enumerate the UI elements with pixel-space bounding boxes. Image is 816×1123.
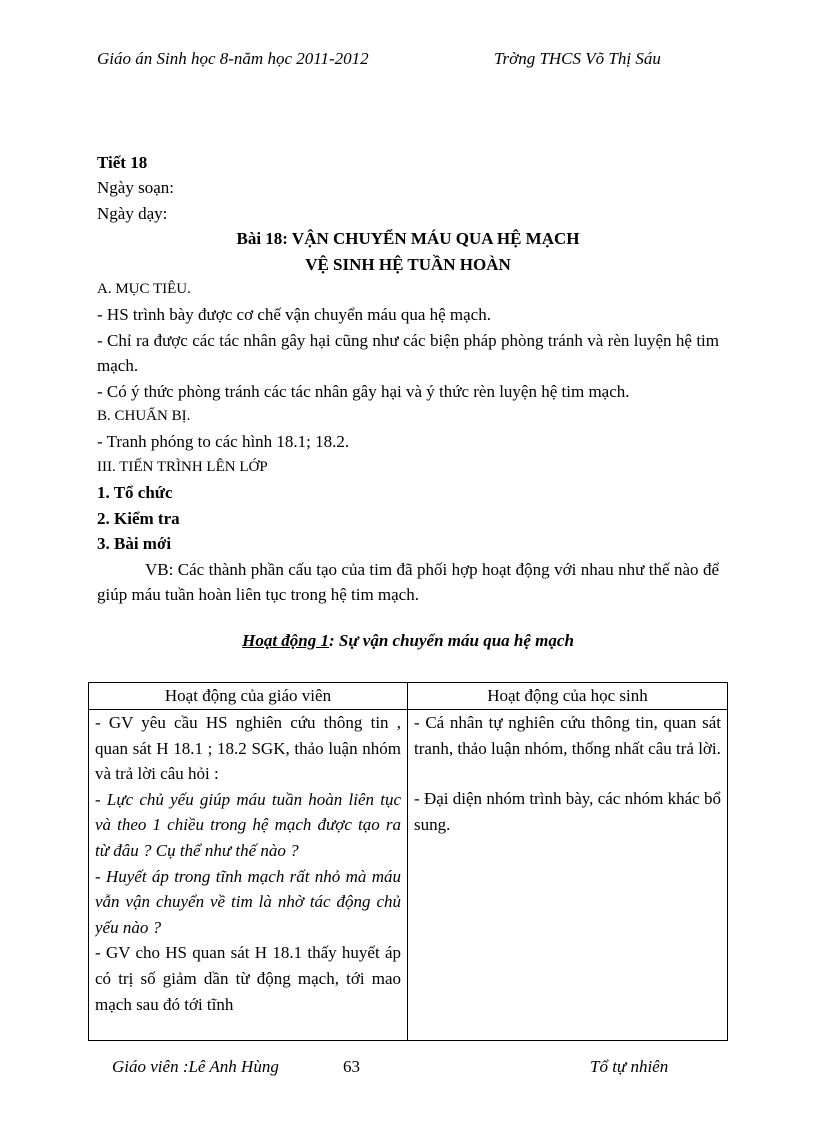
- table-header-row: [89, 683, 728, 710]
- header-right: Trờng THCS Võ Thị Sáu: [494, 49, 661, 68]
- lesson-title-line2: VỆ SINH HỆ TUẦN HOÀN: [305, 254, 511, 274]
- student-activity-2: - Đại diện nhóm trình bày, các nhóm khác bổ sung.: [414, 789, 721, 834]
- step-check: 2. Kiểm tra: [97, 508, 180, 528]
- objective-3: - Có ý thức phòng tránh các tác nhân gây hại và ý thức rèn luyện hệ tim mạch.: [97, 381, 630, 401]
- activity-label: Hoạt động 1: [242, 631, 329, 650]
- header-left: Giáo án Sinh học 8-năm học 2011-2012: [97, 49, 369, 68]
- step-new-lesson: 3. Bài mới: [97, 534, 172, 554]
- footer-teacher: Giáo viên :Lê Anh Hùng: [112, 1057, 279, 1076]
- prep-date: Ngày soạn:: [97, 178, 174, 198]
- student-cell: [408, 710, 728, 1041]
- lesson-period: Tiết 18: [97, 153, 148, 172]
- footer-group: Tổ tự nhiên: [590, 1057, 669, 1076]
- page-number: 63: [343, 1057, 360, 1076]
- table-row: [89, 710, 728, 1041]
- step-organize: 1. Tổ chức: [97, 483, 173, 503]
- teacher-question-2: - Huyết áp trong tĩnh mạch rất nhỏ mà máu vẫn vận chuyển về tim là nhờ tác động chủ yếu nào ?: [95, 866, 401, 937]
- student-activity-1: - Cá nhân tự nghiên cứu thông tin, quan sát tranh, thảo luận nhóm, thống nhất câu trả lời.: [414, 713, 721, 758]
- col-student-header: Hoạt động của học sinh: [408, 683, 728, 710]
- col-teacher-header: Hoạt động của giáo viên: [89, 683, 408, 710]
- teacher-cell: [89, 710, 408, 1041]
- lesson-title-line1: Bài 18: VẬN CHUYỂN MÁU QUA HỆ MẠCH: [236, 229, 580, 249]
- teach-date: Ngày dạy:: [97, 203, 168, 223]
- objective-1: - HS trình bày được cơ chế vận chuyển máu qua hệ mạch.: [97, 305, 491, 325]
- section-c-title: III. TIẾN TRÌNH LÊN LỚP: [97, 458, 268, 475]
- intro-text: VB: Các thành phần cấu tạo của tim đã phối hợp hoạt động với nhau như thế nào để giúp máu tuần hoàn liên tục trong hệ tim mạch.: [97, 559, 719, 604]
- teacher-instruction: - GV yêu cầu HS nghiên cứu thông tin , quan sát H 18.1 ; 18.2 SGK, thảo luận nhóm và trả lời câu hỏi :: [95, 713, 401, 784]
- section-b-title: B. CHUẨN BỊ.: [97, 408, 191, 425]
- activity-title: : Sự vận chuyển máu qua hệ mạch: [329, 631, 574, 650]
- preparation-1: - Tranh phóng to các hình 18.1; 18.2.: [97, 432, 350, 452]
- activity-table: [88, 682, 728, 1041]
- section-a-title: A. MỤC TIÊU.: [97, 281, 191, 298]
- teacher-question-1: - Lực chủ yếu giúp máu tuần hoàn liên tục và theo 1 chiều trong hệ mạch được tạo ra từ đâu ? Cụ thể như thế nào ?: [95, 789, 401, 860]
- teacher-instruction-2: - GV cho HS quan sát H 18.1 thấy huyết áp có trị số giảm dần từ động mạch, tới mao mạch sau đó tới tĩnh: [95, 943, 401, 1014]
- lesson-content: [97, 150, 719, 607]
- activity-heading: [0, 631, 816, 651]
- objective-2: - Chỉ ra được các tác nhân gây hại cũng như các biện pháp phòng tránh và rèn luyện hệ tim mạch.: [97, 330, 719, 376]
